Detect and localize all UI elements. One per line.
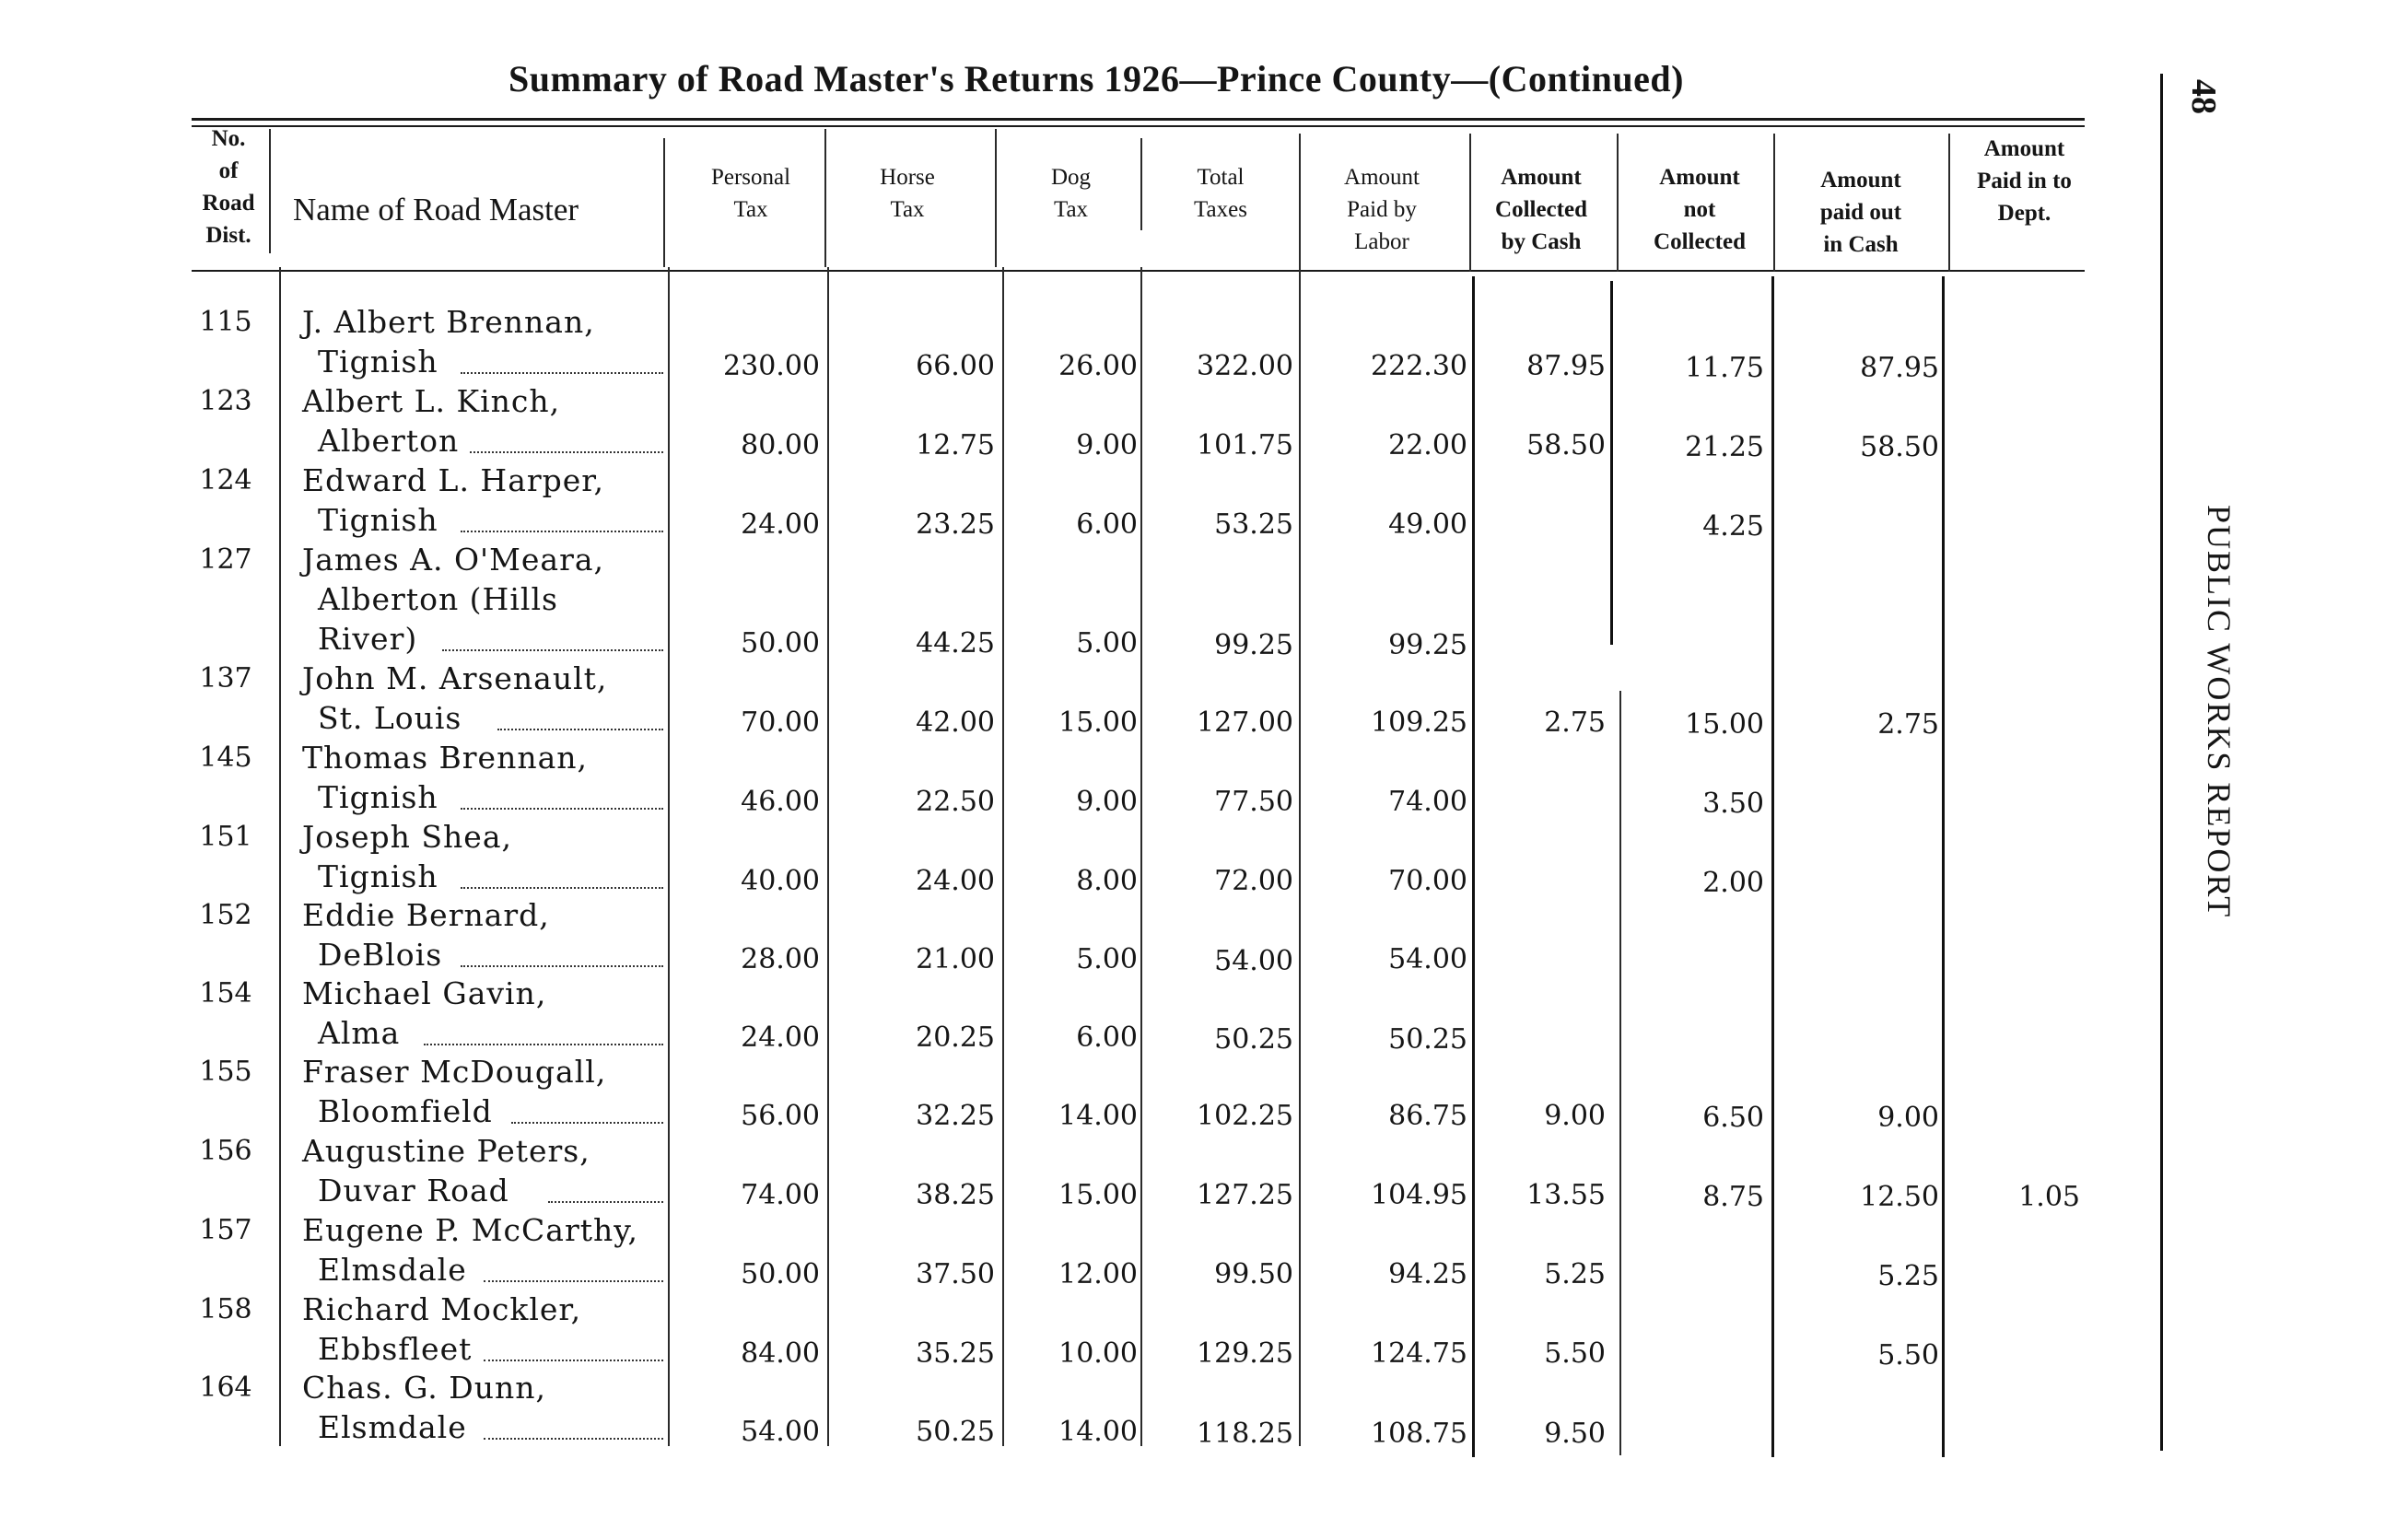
table-row (0, 1052, 2119, 1134)
road-master-location: Bloomfield (318, 1093, 493, 1129)
table-row (0, 895, 2119, 975)
personal-tax-value: 56.00 (741, 1100, 820, 1132)
header-total-taxes: Total Taxes (1194, 165, 1247, 222)
top-rule (192, 118, 2085, 121)
leader-dots (442, 649, 663, 651)
personal-tax-value: 70.00 (741, 706, 820, 739)
road-master-location: DeBlois (318, 937, 443, 973)
total-taxes-value: 129.25 (1197, 1337, 1293, 1370)
road-master-name: J. Albert Brennan, (302, 304, 595, 340)
horse-tax-value: 35.25 (916, 1337, 995, 1370)
leader-dots (461, 372, 663, 374)
road-master-name: Joseph Shea, (302, 819, 512, 855)
paid-by-labor-value: 54.00 (1388, 943, 1467, 975)
header-bottom-rule (192, 270, 2085, 272)
road-master-name: Chas. G. Dunn, (302, 1370, 546, 1406)
dog-tax-value: 26.00 (1058, 350, 1138, 382)
road-master-name: Fraser McDougall, (302, 1054, 607, 1090)
road-master-location: Ebbsfleet (318, 1331, 473, 1367)
paid-by-labor-value: 70.00 (1388, 865, 1467, 897)
collected-by-cash-value: 5.50 (1544, 1337, 1606, 1370)
paid-out-cash-value: 5.25 (1877, 1260, 1939, 1292)
road-master-location: Alma (318, 1015, 401, 1051)
road-master-name: Eddie Bernard, (302, 897, 550, 933)
paid-by-labor-value: 94.25 (1388, 1258, 1467, 1290)
header-road-dist: No. of Road Dist. (202, 126, 255, 248)
header-paid-to-dept: Amount Paid in to Dept. (1977, 136, 2072, 226)
road-master-name: Eugene P. McCarthy, (302, 1212, 639, 1248)
dog-tax-value: 6.00 (1076, 508, 1138, 541)
road-master-location: Elsmdale (318, 1409, 467, 1445)
road-dist-number: 164 (199, 1371, 252, 1404)
horse-tax-value: 24.00 (916, 865, 995, 897)
personal-tax-value: 230.00 (723, 350, 820, 382)
road-dist-number: 137 (199, 662, 252, 694)
leader-dots (461, 808, 663, 810)
total-taxes-value: 72.00 (1214, 865, 1293, 897)
paid-by-labor-value: 108.75 (1371, 1418, 1467, 1450)
leader-dots (461, 887, 663, 889)
dog-tax-value: 14.00 (1058, 1100, 1138, 1132)
header-col-divider (1469, 134, 1471, 272)
road-dist-number: 158 (199, 1293, 252, 1325)
road-master-name: James A. O'Meara, (302, 542, 605, 578)
road-master-name: Augustine Peters, (302, 1133, 590, 1169)
road-dist-number: 156 (199, 1135, 252, 1167)
header-col-divider (824, 129, 826, 267)
total-taxes-value: 127.25 (1197, 1179, 1293, 1211)
road-dist-number: 157 (199, 1214, 252, 1246)
road-master-location: Tignish (318, 858, 438, 894)
header-horse-tax: Horse Tax (880, 165, 935, 222)
collected-by-cash-value: 5.25 (1544, 1258, 1606, 1290)
leader-dots (470, 451, 663, 453)
header-collected-by-cash: Amount Collected by Cash (1495, 165, 1587, 254)
horse-tax-value: 66.00 (916, 350, 995, 382)
table-row (0, 461, 2119, 543)
horse-tax-value: 38.25 (916, 1179, 995, 1211)
road-master-location: Tignish (318, 779, 438, 815)
horse-tax-value: 21.00 (916, 943, 995, 975)
horse-tax-value: 42.00 (916, 706, 995, 739)
table-row (0, 381, 2119, 461)
road-dist-number: 151 (199, 821, 252, 853)
dog-tax-value: 5.00 (1076, 627, 1138, 659)
table-row (0, 1210, 2119, 1290)
road-master-location: Tignish (318, 502, 438, 538)
personal-tax-value: 74.00 (741, 1179, 820, 1211)
dog-tax-value: 9.00 (1076, 429, 1138, 461)
personal-tax-value: 24.00 (741, 1021, 820, 1054)
road-master-name: Thomas Brennan, (302, 740, 589, 776)
road-master-location: Elmsdale (318, 1252, 467, 1288)
horse-tax-value: 44.25 (916, 627, 995, 659)
road-master-location: Alberton (Hills (318, 581, 558, 617)
paid-by-labor-value: 49.00 (1388, 508, 1467, 541)
personal-tax-value: 54.00 (741, 1416, 820, 1448)
road-dist-number: 145 (199, 741, 252, 774)
paid-out-cash-value: 2.75 (1877, 708, 1939, 741)
top-rule-inner (192, 125, 2085, 127)
collected-by-cash-value: 9.50 (1544, 1418, 1606, 1450)
header-col-divider (1617, 134, 1619, 272)
header-col-divider (1773, 134, 1775, 272)
personal-tax-value: 50.00 (741, 1258, 820, 1290)
paid-by-labor-value: 74.00 (1388, 786, 1467, 818)
horse-tax-value: 32.25 (916, 1100, 995, 1132)
collected-by-cash-value: 13.55 (1526, 1179, 1606, 1211)
table-row (0, 738, 2119, 820)
road-dist-number: 152 (199, 899, 252, 931)
horse-tax-value: 37.50 (916, 1258, 995, 1290)
not-collected-value: 3.50 (1702, 788, 1764, 820)
leader-dots (484, 1280, 663, 1282)
table-row (0, 540, 2119, 659)
page-title: Summary of Road Master's Returns 1926—Prince County—(Continued) (508, 58, 1684, 99)
road-dist-number: 127 (199, 543, 252, 576)
header-not-collected: Amount not Collected (1654, 165, 1746, 254)
road-dist-number: 115 (199, 306, 252, 338)
road-dist-number: 123 (199, 385, 252, 417)
header-col-divider (663, 138, 665, 267)
header-personal-tax: Personal Tax (710, 165, 791, 222)
paid-by-labor-value: 50.25 (1388, 1023, 1467, 1056)
total-taxes-value: 102.25 (1197, 1100, 1293, 1132)
road-master-location: Tignish (318, 344, 438, 379)
table-row (0, 659, 2119, 741)
paid-out-cash-value: 12.50 (1860, 1181, 1939, 1213)
paid-by-labor-value: 22.00 (1388, 429, 1467, 461)
header-col-divider (995, 129, 997, 267)
collected-by-cash-value: 87.95 (1526, 350, 1606, 382)
not-collected-value: 11.75 (1685, 352, 1764, 384)
road-master-location: St. Louis (318, 700, 462, 736)
table-row (0, 1290, 2119, 1369)
table-row (0, 1131, 2119, 1213)
personal-tax-value: 24.00 (741, 508, 820, 541)
collected-by-cash-value: 9.00 (1544, 1100, 1606, 1132)
dog-tax-value: 15.00 (1058, 706, 1138, 739)
horse-tax-value: 23.25 (916, 508, 995, 541)
paid-out-cash-value: 9.00 (1877, 1102, 1939, 1134)
side-running-title: PUBLIC WORKS REPORT (2201, 505, 2238, 919)
horse-tax-value: 50.25 (916, 1416, 995, 1448)
table-row (0, 817, 2119, 899)
header-col-divider (1948, 134, 1950, 272)
road-master-location: Duvar Road (318, 1173, 509, 1208)
not-collected-value: 6.50 (1702, 1102, 1764, 1134)
horse-tax-value: 12.75 (916, 429, 995, 461)
dog-tax-value: 10.00 (1058, 1337, 1138, 1370)
table-row (0, 302, 2119, 384)
paid-out-cash-value: 58.50 (1860, 431, 1939, 463)
road-dist-number: 154 (199, 977, 252, 1010)
total-taxes-value: 99.25 (1214, 629, 1293, 661)
leader-dots (548, 1201, 663, 1203)
dog-tax-value: 8.00 (1076, 865, 1138, 897)
header-col-divider (1299, 134, 1301, 272)
not-collected-value: 21.25 (1685, 431, 1764, 463)
paid-by-labor-value: 104.95 (1371, 1179, 1467, 1211)
leader-dots (424, 1044, 663, 1045)
paid-out-cash-value: 5.50 (1877, 1339, 1939, 1371)
collected-by-cash-value: 2.75 (1544, 706, 1606, 739)
dog-tax-value: 14.00 (1058, 1416, 1138, 1448)
personal-tax-value: 40.00 (741, 865, 820, 897)
table-row (0, 1368, 2119, 1450)
total-taxes-value: 101.75 (1197, 429, 1293, 461)
leader-dots (511, 1122, 663, 1124)
road-master-name: John M. Arsenault, (302, 660, 608, 696)
road-master-name: Michael Gavin, (302, 975, 547, 1011)
header-col-divider (269, 129, 271, 253)
total-taxes-value: 54.00 (1214, 945, 1293, 977)
road-master-location-cont: River) (318, 621, 418, 657)
personal-tax-value: 80.00 (741, 429, 820, 461)
dog-tax-value: 6.00 (1076, 1021, 1138, 1054)
horse-tax-value: 20.25 (916, 1021, 995, 1054)
horse-tax-value: 22.50 (916, 786, 995, 818)
leader-dots (497, 729, 663, 730)
road-dist-number: 124 (199, 464, 252, 496)
personal-tax-value: 50.00 (741, 627, 820, 659)
header-paid-out-cash: Amount paid out in Cash (1819, 168, 1902, 257)
not-collected-value: 15.00 (1685, 708, 1764, 741)
paid-by-labor-value: 109.25 (1371, 706, 1467, 739)
right-margin-rule (2160, 74, 2163, 1451)
not-collected-value: 2.00 (1702, 867, 1764, 899)
dog-tax-value: 9.00 (1076, 786, 1138, 818)
leader-dots (484, 1438, 663, 1440)
total-taxes-value: 53.25 (1214, 508, 1293, 541)
paid-by-labor-value: 222.30 (1371, 350, 1467, 382)
paid-out-cash-value: 87.95 (1860, 352, 1939, 384)
dog-tax-value: 15.00 (1058, 1179, 1138, 1211)
collected-by-cash-value: 58.50 (1526, 429, 1606, 461)
total-taxes-value: 118.25 (1197, 1418, 1293, 1450)
table-row (0, 974, 2119, 1056)
personal-tax-value: 84.00 (741, 1337, 820, 1370)
header-dog-tax: Dog Tax (1050, 165, 1092, 222)
total-taxes-value: 99.50 (1214, 1258, 1293, 1290)
paid-to-dept-value: 1.05 (2018, 1181, 2080, 1213)
personal-tax-value: 28.00 (741, 943, 820, 975)
header-paid-by-labor: Amount Paid by Labor (1344, 165, 1420, 254)
page-number: 48 (2184, 79, 2223, 114)
leader-dots (461, 531, 663, 532)
total-taxes-value: 50.25 (1214, 1023, 1293, 1056)
road-master-name: Richard Mockler, (302, 1291, 582, 1327)
paid-by-labor-value: 124.75 (1371, 1337, 1467, 1370)
total-taxes-value: 322.00 (1197, 350, 1293, 382)
not-collected-value: 8.75 (1702, 1181, 1764, 1213)
leader-dots (461, 965, 663, 967)
paid-by-labor-value: 86.75 (1388, 1100, 1467, 1132)
personal-tax-value: 46.00 (741, 786, 820, 818)
road-dist-number: 155 (199, 1056, 252, 1088)
leader-dots (484, 1360, 663, 1361)
not-collected-value: 4.25 (1702, 510, 1764, 543)
header-col-divider (1140, 138, 1142, 230)
paid-by-labor-value: 99.25 (1388, 629, 1467, 661)
dog-tax-value: 5.00 (1076, 943, 1138, 975)
road-master-name: Edward L. Harper, (302, 462, 604, 498)
road-master-location: Alberton (318, 423, 460, 459)
header-road-master: Name of Road Master (293, 192, 579, 228)
total-taxes-value: 77.50 (1214, 786, 1293, 818)
dog-tax-value: 12.00 (1058, 1258, 1138, 1290)
road-master-name: Albert L. Kinch, (302, 383, 561, 419)
total-taxes-value: 127.00 (1197, 706, 1293, 739)
